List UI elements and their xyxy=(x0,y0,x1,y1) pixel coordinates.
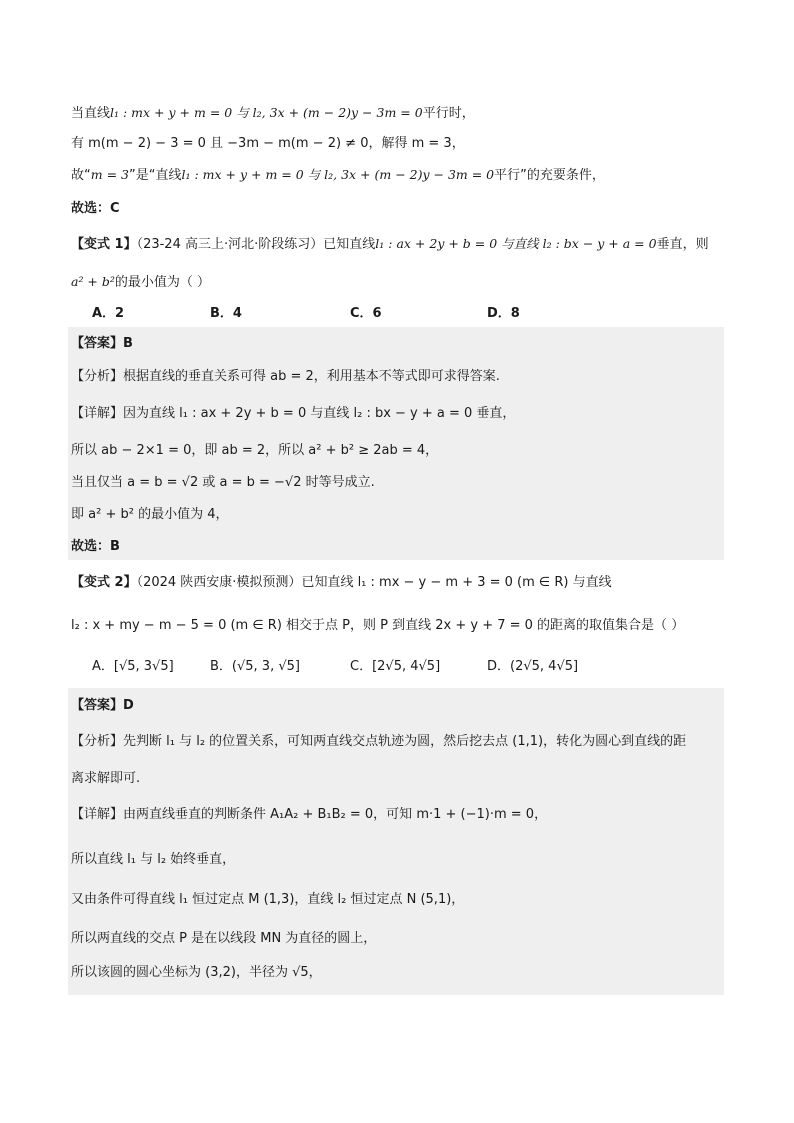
variant2-detail-5: 所以该圆的圆心坐标为 (3,2)，半径为 √5， xyxy=(71,965,322,980)
variant2-option-d: D．(2√5, 4√5] xyxy=(487,659,579,674)
variant2-question-line-2: l₂ : x + my − m − 5 = 0 (m ∈ R) 相交于点 P，则 P 到直线 2x + y + 7 = 0 的距离的取值集合是（ ） xyxy=(71,618,685,633)
variant2-detail-1: 【详解】由两直线垂直的判断条件 A₁A₂ + B₁B₂ = 0，可知 m·1 + (−1)·m = 0， xyxy=(71,807,548,822)
variant1-option-a: A．2 xyxy=(92,306,125,321)
variant2-analysis-1: 【分析】先判断 l₁ 与 l₂ 的位置关系，可知两直线交点轨迹为圆，然后挖去点 (1,1)，转化为圆心到直线的距 xyxy=(71,734,687,749)
variant2-option-c: C．[2√5, 4√5] xyxy=(350,659,441,674)
variant1-detail-1: 【详解】因为直线 l₁ : ax + 2y + b = 0 与直线 l₂ : bx − y + a = 0 垂直， xyxy=(71,406,516,421)
intro-choice: 故选：C xyxy=(71,201,120,216)
intro-line-2: 有 m(m − 2) − 3 = 0 且 −3m − m(m − 2) ≠ 0，解得 m = 3， xyxy=(71,136,465,151)
variant1-analysis: 【分析】根据直线的垂直关系可得 ab = 2，利用基本不等式即可求得答案. xyxy=(71,369,500,384)
variant2-answer: 【答案】D xyxy=(71,698,134,713)
variant2-detail-2: 所以直线 l₁ 与 l₂ 始终垂直， xyxy=(71,852,236,867)
variant2-option-a: A．[√5, 3√5] xyxy=(92,659,174,674)
variant2-question-line-1: 【变式 2】（2024 陕西安康·模拟预测）已知直线 l₁ : mx − y − m + 3 = 0 (m ∈ R) 与直线 xyxy=(71,575,612,590)
variant1-option-c: C．6 xyxy=(350,306,382,321)
variant2-option-b: B．(√5, 3, √5] xyxy=(210,659,300,674)
variant2-detail-3: 又由条件可得直线 l₁ 恒过定点 M (1,3)，直线 l₂ 恒过定点 N (5,1)， xyxy=(71,892,465,907)
variant2-analysis-2: 离求解即可. xyxy=(71,771,141,786)
variant1-option-b: B．4 xyxy=(210,306,242,321)
variant1-option-d: D．8 xyxy=(487,306,520,321)
variant1-detail-3: 当且仅当 a = b = √2 或 a = b = −√2 时等号成立. xyxy=(71,475,375,490)
variant1-detail-4: 即 a² + b² 的最小值为 4， xyxy=(71,507,229,522)
variant2-detail-4: 所以两直线的交点 P 是在以线段 MN 为直径的圆上， xyxy=(71,931,377,946)
variant1-detail-2: 所以 ab − 2×1 = 0，即 ab = 2，所以 a² + b² ≥ 2ab = 4， xyxy=(71,443,439,458)
intro-line-1: 当直线l₁ : mx + y + m = 0 与 l₂, 3x + (m − 2)y − 3m = 0平行时， xyxy=(71,105,475,121)
variant1-question-line-1: 【变式 1】（23-24 高三上·河北·阶段练习）已知直线l₁ : ax + 2y + b = 0 与直线 l₂ : bx − y + a = 0垂直，则 xyxy=(71,236,709,252)
intro-line-3: 故“m = 3”是“直线l₁ : mx + y + m = 0 与 l₂, 3x + (m − 2)y − 3m = 0平行”的充要条件， xyxy=(71,167,605,183)
variant1-choice: 故选：B xyxy=(71,539,120,554)
variant1-question-line-2: a² + b²的最小值为（ ） xyxy=(71,274,211,290)
variant1-answer: 【答案】B xyxy=(71,336,133,351)
